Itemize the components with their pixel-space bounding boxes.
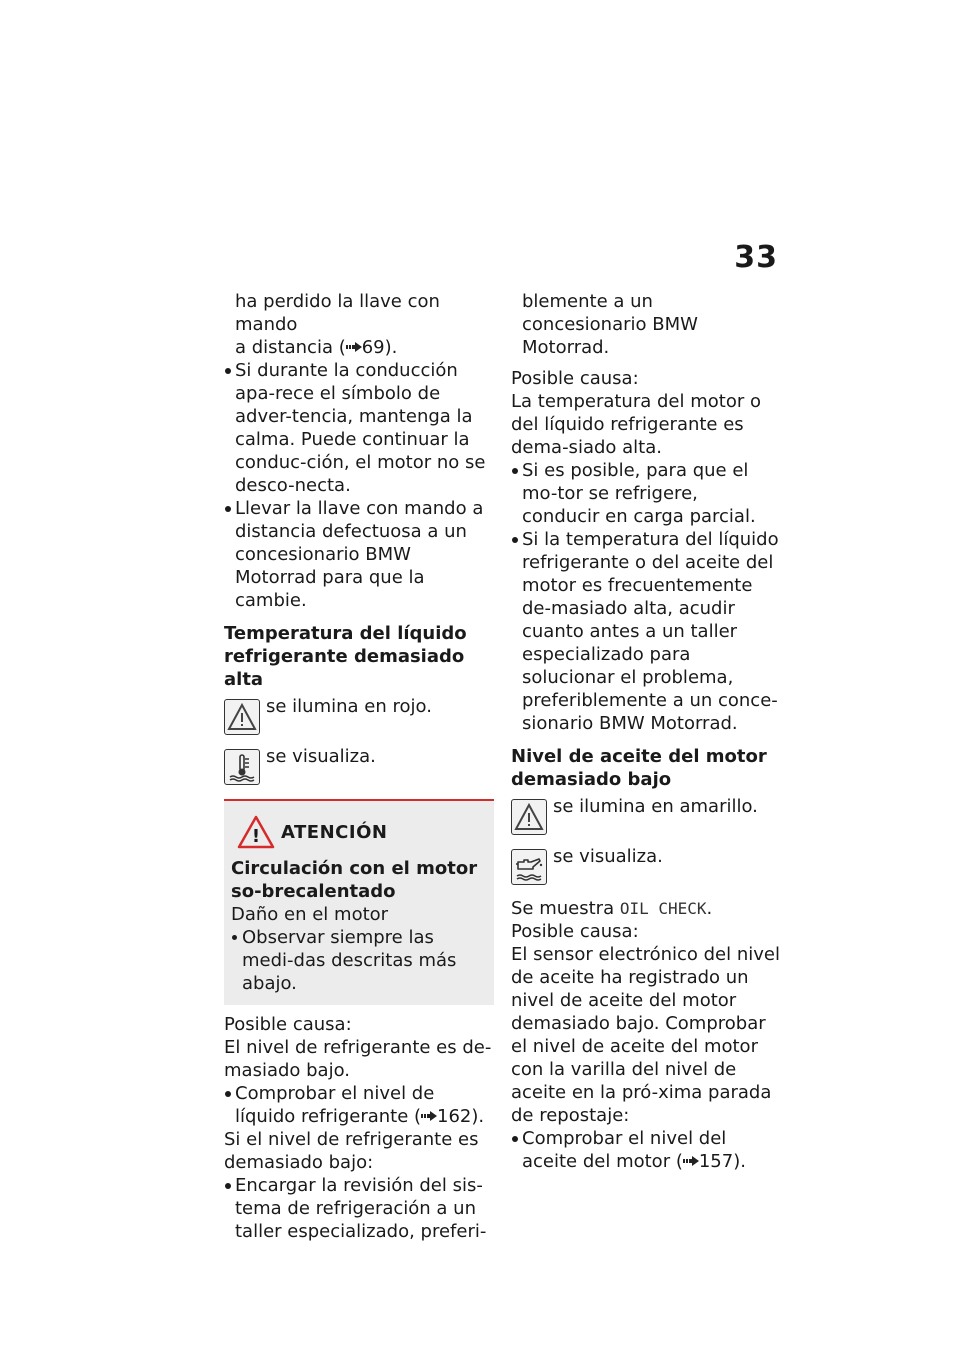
display-code: OIL CHECK xyxy=(619,899,707,918)
indicator-row xyxy=(224,695,494,735)
cause-label: Posible causa: xyxy=(224,1014,352,1035)
cause-text: La temperatura del motor o del líquido refrigerante es dema-siado alta. xyxy=(511,391,761,458)
indicator-text: se visualiza. xyxy=(553,846,663,867)
list-item: Comprobar el nivel del aceite del motor ( 157). xyxy=(511,1127,781,1173)
warning-triangle-icon xyxy=(237,815,275,849)
list-item: Comprobar el nivel de líquido refrigerante ( 162). xyxy=(224,1082,494,1128)
cause-label: Posible causa: xyxy=(511,921,639,942)
warning-title: ! ATENCIÓN xyxy=(237,815,486,849)
warning-box xyxy=(224,799,494,1005)
warning-subtitle: Circulación con el motor so-brecalentado xyxy=(231,858,478,902)
warning-triangle-icon xyxy=(511,799,547,835)
list-item: Llevar la llave con mando a distancia defectuosa a un concesionario BMW Motorrad para que la cambie. xyxy=(224,497,494,612)
warning-damage: Daño en el motor xyxy=(231,904,389,925)
reference-arrow-icon xyxy=(683,1156,699,1166)
list-item: Encargar la revisión del sis-tema de refrigeración a un taller especializado, preferi- xyxy=(224,1174,494,1243)
svg-text:!: ! xyxy=(251,826,261,847)
list-item: Si es posible, para que el mo-tor se refrigere, conducir en carga parcial. xyxy=(511,459,781,528)
page-reference[interactable]: 162 xyxy=(437,1106,472,1127)
continued-text: ha perdido la llave con mando a distancia ( 69). xyxy=(235,291,440,358)
left-column xyxy=(224,290,494,1243)
condition-text: Si el nivel de refrigerante es demasiado bajo: xyxy=(224,1129,479,1173)
reference-arrow-icon xyxy=(421,1111,437,1121)
indicator-row xyxy=(224,745,494,785)
coolant-temperature-icon xyxy=(224,749,260,785)
continued-text: blemente a un concesionario BMW Motorrad. xyxy=(522,291,698,358)
reference-arrow-icon xyxy=(346,342,362,352)
right-column xyxy=(511,290,781,1173)
oil-can-icon xyxy=(511,849,547,885)
page-reference[interactable]: 69 xyxy=(361,337,385,358)
cause-text: El nivel de refrigerante es de-masiado bajo. xyxy=(224,1037,492,1081)
warning-triangle-icon xyxy=(224,699,260,735)
cause-label: Posible causa: xyxy=(511,368,639,389)
section-heading: Nivel de aceite del motor demasiado bajo xyxy=(511,746,767,790)
display-message: Se muestra OIL CHECK. xyxy=(511,898,713,919)
section-heading: Temperatura del líquido refrigerante demasiado alta xyxy=(224,623,467,690)
indicator-text: se ilumina en amarillo. xyxy=(553,796,758,817)
list-item: Observar siempre las medi-das descritas más abajo. xyxy=(231,926,486,995)
indicator-text: se ilumina en rojo. xyxy=(266,696,432,717)
list-item: Si la temperatura del líquido refrigerante o del aceite del motor es frecuentemente de-masiado alta, acudir cuanto antes a un taller especializado para solucionar el problema, preferiblemente a un conce-sionario BMW Motorrad. xyxy=(511,528,781,735)
indicator-text: se visualiza. xyxy=(266,746,376,767)
page-number: 33 xyxy=(734,240,778,275)
indicator-row xyxy=(511,795,781,835)
cause-text: El sensor electrónico del nivel de aceite ha registrado un nivel de aceite del motor demasiado bajo. Comprobar el nivel de aceite del motor con la varilla del nivel de aceite en la pró-xima parada de repostaje: xyxy=(511,944,780,1126)
page-reference[interactable]: 157 xyxy=(698,1151,734,1172)
indicator-row xyxy=(511,845,781,885)
list-item: Si durante la conducción apa-rece el símbolo de adver-tencia, mantenga la calma. Puede continuar la conduc-ción, el motor no se desco-necta. xyxy=(224,359,494,497)
